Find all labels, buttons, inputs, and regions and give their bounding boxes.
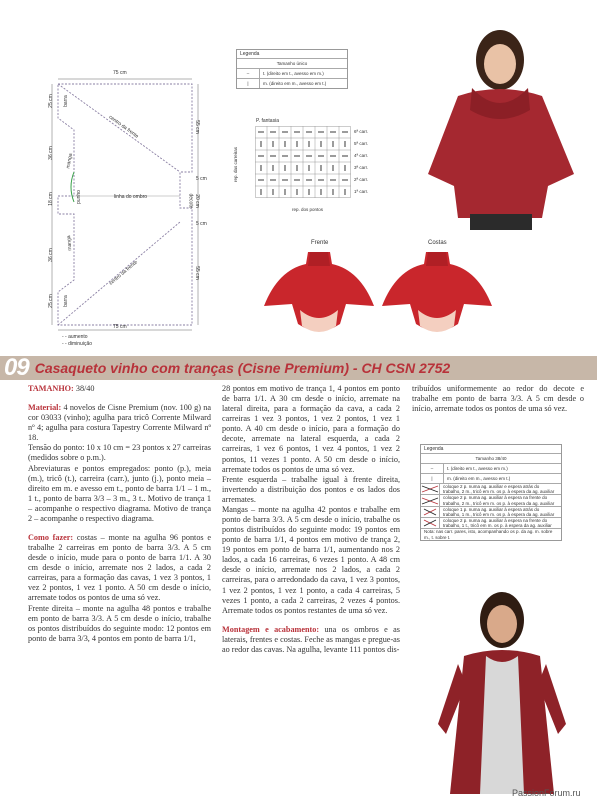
legend-aumento: - - aumento xyxy=(62,334,88,340)
section-title-text: Casaqueto vinho com tranças (Cisne Premium) - CH CSN 2752 xyxy=(34,360,451,376)
section-title xyxy=(4,356,450,380)
dim-left-5: 25 cm xyxy=(47,294,54,308)
material-paragraph: Material: 4 novelos de Cisne Premium (nov. 100 g) na cor 03033 (vinho); agulha para tricô Corrente Milward nº 4; agulha para costura Tapestry Corrente Milward nº 18. xyxy=(28,403,211,443)
cable-cross-right-icon xyxy=(421,484,440,494)
illustration-front-label: Frente xyxy=(311,240,329,246)
dim-left-2: 36 cm xyxy=(47,146,54,160)
legend-1-subtitle-row xyxy=(237,58,347,68)
chart-row-label: 5ª carr. xyxy=(354,141,369,146)
cape-back-illustration xyxy=(378,248,496,340)
chart-row-label: 6ª carr. xyxy=(354,129,369,134)
legend-table-2 xyxy=(420,444,562,541)
model-photo-cape xyxy=(418,18,586,230)
legend-2-row: coloque 2 p. numa ag. auxiliar e espera atrás do trabalho, 2 m., tricô em m. os p. à espera da ag. auxiliar xyxy=(421,483,561,494)
legend-2-row: coloque 2 p. numa ag. auxiliar à espera na frente do trabalho, 1 t., tricô em m. os p. à espera da ag. auxiliar xyxy=(421,517,561,528)
label-barra-bottom: barra xyxy=(62,295,69,307)
chart-row-label: 3ª carr. xyxy=(354,165,369,170)
stitch-chart-grid xyxy=(255,126,351,198)
legend-2-row: coloque 2 p. numa ag. auxiliar à espera na frente do trabalho, 2 m., tricô em m. os p. à espera da ag. auxiliar xyxy=(421,494,561,505)
instructions-column-2 xyxy=(222,384,400,655)
section-number: 09 xyxy=(4,354,29,381)
purl-symbol-icon: – xyxy=(237,69,260,78)
label-barra-top: barra xyxy=(62,95,69,107)
label-manga-top: manga xyxy=(65,152,74,170)
chart-bottom-label: rep. dos pontos xyxy=(292,207,324,212)
dim-left-3: 18 cm xyxy=(47,192,54,206)
legend-1-subtitle: Tamanho único xyxy=(276,61,308,66)
mangas-paragraph: Mangas – monte na agulha 42 pontos e trabalhe em ponto de barra 3/3. A 5 cm desde o início, trabalhe os pontos distribuídos do seguinte modo: 19 pontos em ponto de barra 1/1, 4 pontos em motivo de trança 2, 19 pontos em ponto de barra 1/1, aumentando nos 2 lados, a cada 16 carreiras, 6 vezes 1 ponto. A 48 cm desde o início, arremate nos 2 lados, a cada 2 carreiras, para o arredondado da cava, 1 vez 3 pontos, 1 vez 2 pontos, 1 vez 1 ponto, a cada 4 carreiras, 5 vezes 1 ponto, a cada 2 carreiras, 2 vezes 4 pontos. Arremate todos os pontos restantes de uma só vez. xyxy=(222,504,400,615)
purl-symbol-icon: – xyxy=(421,464,444,473)
dim-right-5: 55 cm xyxy=(193,266,200,280)
dim-left-1: 25 cm xyxy=(47,94,54,108)
cable-cross-left-icon xyxy=(421,495,440,505)
label-centro-frente-bottom: centro da frente xyxy=(108,259,139,287)
label-linha-ombro: linha do ombro xyxy=(114,194,148,200)
frente-direita-paragraph: Frente direita – monte na agulha 48 pontos e trabalhe em ponto de barra 3/3. A 5 cm desde o início, trabalhe os pontos distribuídos do seguinte modo: 12 pontos em ponto de barra 3/3, 4 pontos em ponto de barra 1/1, xyxy=(28,603,211,643)
column-3-paragraph: tribuídos uniformemente ao redor do decote e trabalhe em ponto de barra 3/3. A 5 cm desde o início, arremate todos os pontos de uma só vez. xyxy=(412,384,584,414)
legend-2-row: coloque 1 p. numa ag. auxiliar à espera atrás do trabalho, 1 m., tricô em m. os p. à espera da ag. auxiliar xyxy=(421,506,561,517)
tensao-paragraph: Tensão do ponto: 10 x 10 cm = 23 pontos x 27 carreiras (medidos sobre o p.m.). xyxy=(28,443,211,463)
chart-row-label: 1ª carr. xyxy=(354,189,369,194)
legend-2-title: Legenda xyxy=(424,446,444,452)
dim-right-1: 55 cm xyxy=(193,120,200,134)
montagem-paragraph: Montagem e acabamento: una os ombros e as laterais, frentes e costas. Feche as mangas e pregue-as ao redor das cavas. Na agulha, levante 111 pontos dis- xyxy=(222,624,400,654)
cable-cross-small-right-icon xyxy=(421,507,440,517)
dim-right-2: 5 cm xyxy=(196,176,207,182)
dim-left-4: 36 cm xyxy=(47,248,54,262)
instructions-column-3 xyxy=(412,384,584,414)
legend-1-title: Legenda xyxy=(240,51,260,57)
instructions-column-1 xyxy=(28,384,211,644)
legend-2-note: Nota: nas carr. pares, isto, acompanhando os p. da ag. m. sobre m., t. sobre t. xyxy=(421,528,561,539)
tamanho-line: TAMANHO: 38/40 xyxy=(28,384,95,393)
abreviaturas-paragraph: Abreviaturas e pontos empregados: ponto (p.), meia (m.), tricô (t.), carreira (carr.), junto (j.), ponto meia – direito em m. e avesso em t., ponto de barra 1/1 – 1 m., 1 t., ponto de barra 3/3 – 3 m., 3 t.. Motivo de trança 1 – acompanhe o respectivo diagrama. Motivo de trança 2 – acompanhe o respectivo diagrama. xyxy=(28,463,211,523)
como-fazer-paragraph: Como fazer: costas – monte na agulha 96 pontos e trabalhe 2 carreiras em ponto de barra 3/3. A 5 cm desde o início, mude para o ponto de barra 1/1. A 30 cm desde o início, arremate nos 2 lados, a cada 2 carreiras, para a formação das cavas, 1 vez 3 pontos, 1 vez 2 pontos, 1 vez 1 ponto. A 50 cm desde o início, arremate todos os pontos de uma só vez. xyxy=(28,533,212,603)
knit-symbol-icon: | xyxy=(237,79,260,88)
frente-esquerda-paragraph: Frente esquerda – trabalhe igual à frente direita, invertendo a distribuição dos pontos e os lados dos arremates. xyxy=(222,474,400,504)
illustration-back-label: Costas xyxy=(428,240,447,246)
chart-row-label: 2ª carr. xyxy=(354,177,369,182)
watermark: PassionForum.ru xyxy=(512,788,581,798)
legend-2-subtitle: Tamanho 38/40 xyxy=(475,456,507,461)
legend-2-row: | m. (direito em m., avesso em t.) xyxy=(421,473,561,483)
chart-vertical-label: rep. das carreiras xyxy=(233,146,239,183)
label-manga-bottom: manga xyxy=(65,235,74,251)
legend-table-1 xyxy=(236,49,348,89)
dim-top-width: 75 cm xyxy=(113,70,127,76)
dim-bottom-width: 75 cm xyxy=(113,324,127,330)
chart-title: P. fantasia xyxy=(256,118,279,124)
legend-2-row: – t. (direito em t., avesso em m.) xyxy=(421,463,561,473)
dim-right-3: 20 cm xyxy=(193,194,200,208)
legend-1-row: | m. (direito em m., avesso em t.) xyxy=(237,78,347,88)
cape-front-illustration xyxy=(260,248,378,340)
cable-cross-small-left-icon xyxy=(421,518,440,528)
label-punho: punho xyxy=(75,190,82,204)
model-photo-cardigan xyxy=(424,584,586,794)
knit-symbol-icon: | xyxy=(421,474,444,483)
legend-diminuicao: - - diminuição xyxy=(62,341,93,347)
column-2-paragraph: 28 pontos em motivo de trança 1, 4 pontos em ponto de barra 1/1. A 30 cm desde o início, arremate na lateral direita, para a formação da cava, a cada 2 carreiras 1 vez 3 pontos, 1 vez 2 pontos, 1 vez 1 ponto. A 40 cm desde o início, para a formação do decote, arremate na lateral esquerda, a cada 2 carreiras, 1 vez 6 pontos, 1 vez 4 pontos, 1 vez 2 pontos, 11 vezes 1 ponto. A 50 cm desde o início, arremate todos os pontos de uma só vez. xyxy=(222,384,400,474)
chart-row-label: 4ª carr. xyxy=(354,153,369,158)
legend-2-subtitle-row xyxy=(421,453,561,463)
label-centro-frente-top: centro da frente xyxy=(107,114,140,140)
legend-1-row: – t. (direito em t., avesso em m.) xyxy=(237,68,347,78)
label-decote: decote xyxy=(187,193,194,209)
dim-right-4: 5 cm xyxy=(196,221,207,227)
